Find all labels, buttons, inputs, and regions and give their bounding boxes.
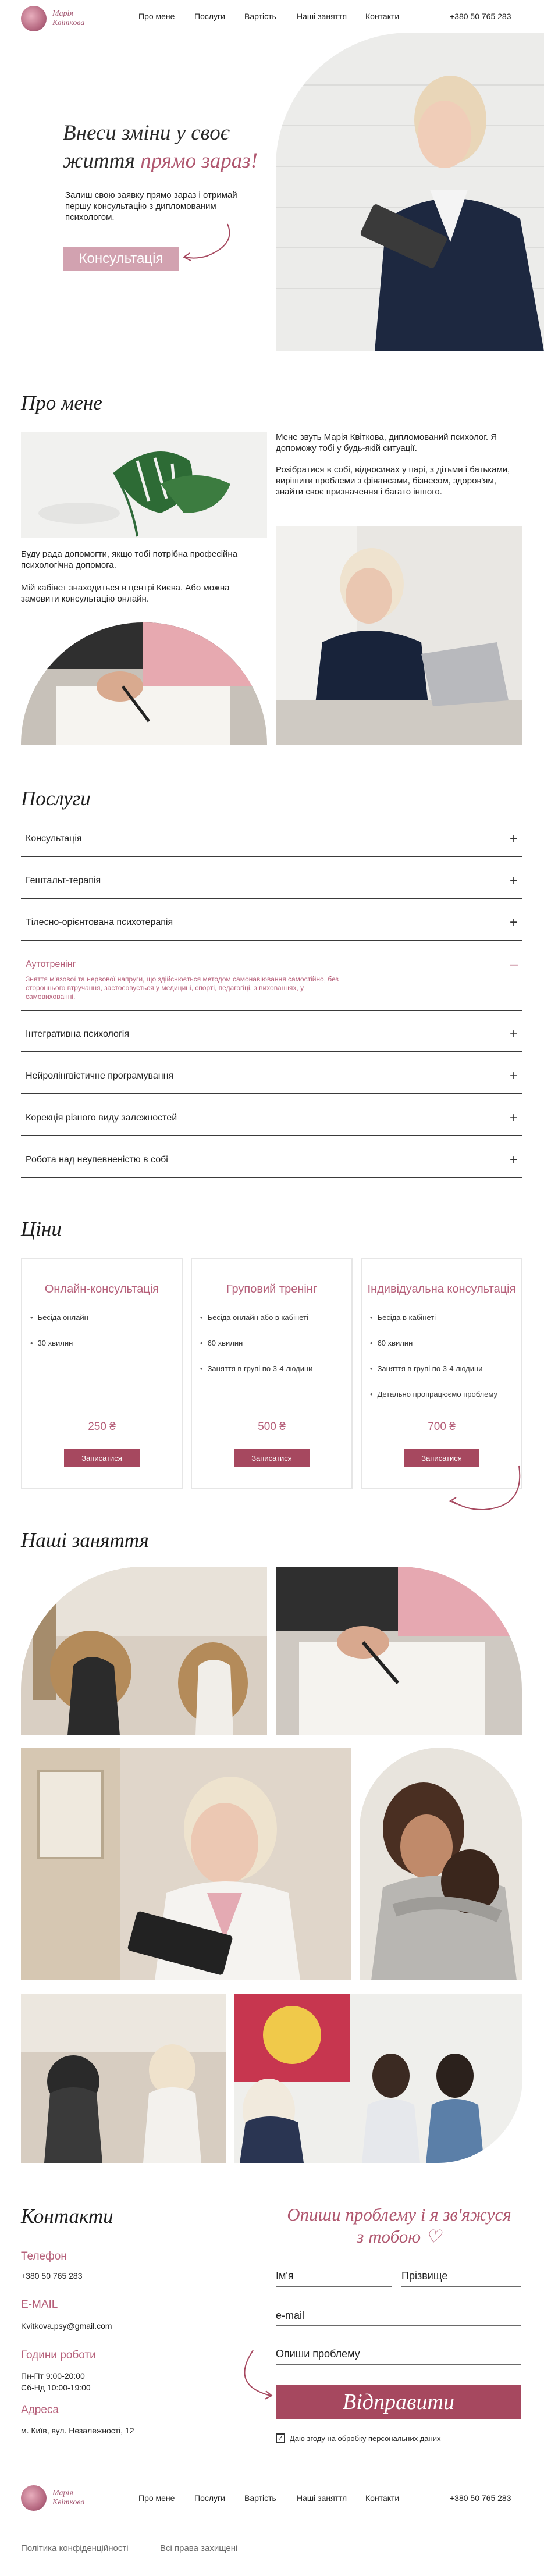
gallery-photo-session bbox=[21, 1567, 267, 1735]
header-logo[interactable] bbox=[21, 5, 102, 33]
gallery-photo-writing bbox=[276, 1567, 522, 1735]
service-item[interactable]: Консультація + bbox=[21, 822, 522, 857]
about-plant-photo bbox=[21, 432, 267, 538]
price-card-individual: Індивідуальна консультація • Бесіда в кабінеті • 60 хвилин • Заняття в групі по 3-4 людини • Детально пропрацюємо проблему 700 ₴ Записатися bbox=[361, 1258, 522, 1489]
nav-classes[interactable]: Наші заняття bbox=[297, 2493, 347, 2503]
about-help: Розібратися в собі, відносинах у парі, з дітьми і батьками, вирішити проблеми з фінансами, бізнесом, здоров'ям, знайти своє призначення і багато іншого. bbox=[276, 465, 510, 497]
contacts-heading: Контакти bbox=[21, 2205, 113, 2228]
service-item[interactable]: Нейролінгвістичне програмування + bbox=[21, 1059, 522, 1094]
services-heading: Послуги bbox=[21, 787, 91, 810]
hero-subtitle: Залиш свою заявку прямо зараз і отримай першу консультацію з дипломованим психологом. bbox=[65, 190, 237, 222]
price-amount: 500 ₴ bbox=[258, 1421, 286, 1433]
send-button[interactable]: Відправити bbox=[276, 2385, 521, 2419]
classes-heading: Наші заняття bbox=[21, 1529, 149, 1552]
consent-label: Даю згоду на обробку персональних даних bbox=[290, 2434, 441, 2443]
plus-icon: + bbox=[509, 1026, 518, 1042]
signup-button[interactable]: Записатися bbox=[404, 1449, 479, 1467]
about-glad: Буду рада допомогти, якщо тобі потрібна професійна психологічна допомога. bbox=[21, 549, 238, 570]
consultation-button[interactable]: Консультація bbox=[63, 247, 179, 271]
hero-title: Внеси зміни у своє життя прямо зараз! bbox=[63, 121, 258, 173]
address-value: м. Київ, вул. Незалежності, 12 bbox=[21, 2426, 134, 2435]
logo-icon bbox=[21, 2485, 47, 2511]
prices-arrow-decoration bbox=[438, 1460, 525, 1518]
signup-button[interactable]: Записатися bbox=[64, 1449, 140, 1467]
email-input[interactable]: e-mail bbox=[276, 2310, 521, 2326]
about-writing-photo bbox=[21, 622, 267, 745]
nav-about[interactable]: Про мене bbox=[138, 2493, 175, 2503]
nav-classes[interactable]: Наші заняття bbox=[297, 12, 347, 21]
nav-prices[interactable]: Вартість bbox=[244, 2493, 276, 2503]
nav-services[interactable]: Послуги bbox=[194, 12, 225, 21]
email-label: E-MAIL bbox=[21, 2299, 58, 2311]
hours-label: Години роботи bbox=[21, 2349, 96, 2361]
form-title: Опиши проблему і я зв'яжуся з тобою ♡ bbox=[287, 2204, 511, 2247]
price-card-online: Онлайн-консультація • Бесіда онлайн • 30 хвилин 250 ₴ Записатися bbox=[21, 1258, 183, 1489]
plus-icon: + bbox=[509, 915, 518, 930]
service-description: Зняття м'язової та нервової напруги, що здійснюється методом самонавіювання самостійно, без стороннього втручання, застосовується у медицині, спорті, педагогіці, з вихованнях, у самовихованні. bbox=[26, 975, 339, 1001]
plus-icon: + bbox=[509, 1068, 518, 1084]
email-value[interactable]: Kvitkova.psy@gmail.com bbox=[21, 2321, 112, 2331]
logo-text: Марія Квіткова bbox=[52, 9, 85, 27]
nav-prices[interactable]: Вартість bbox=[244, 12, 276, 21]
price-amount: 250 ₴ bbox=[88, 1421, 116, 1433]
address-label: Адреса bbox=[21, 2404, 59, 2416]
service-item[interactable]: Корекція різного виду залежностей + bbox=[21, 1101, 522, 1136]
logo-text: Марія Квіткова bbox=[52, 2489, 85, 2507]
about-intro: Мене звуть Марія Квіткова, дипломований психолог. Я допоможу тобі у будь-якій ситуації. bbox=[276, 432, 497, 453]
gallery-photo-notes bbox=[21, 1748, 351, 1980]
consent-checkbox[interactable]: ✓ bbox=[276, 2433, 285, 2443]
phone-label: Телефон bbox=[21, 2250, 67, 2262]
service-item[interactable]: Інтегративна психологія + bbox=[21, 1017, 522, 1052]
prices-heading: Ціни bbox=[21, 1218, 62, 1240]
service-item-open[interactable]: Аутотренінг – Зняття м'язової та нервової напруги, що здійснюється методом самонавіювання самостійно, без стороннього втручання, застосовується у медицині, спорті, педагогіці, з вихованнях, у самовихованні. bbox=[21, 948, 522, 1011]
hours-weekend: Сб-Нд 10:00-19:00 bbox=[21, 2383, 91, 2392]
name-input[interactable]: Ім'я bbox=[276, 2270, 392, 2287]
rights-text: Всі права захищені bbox=[160, 2543, 238, 2553]
footer-phone[interactable]: +380 50 765 283 bbox=[450, 2493, 511, 2503]
signup-button[interactable]: Записатися bbox=[234, 1449, 310, 1467]
minus-icon: – bbox=[510, 956, 518, 972]
price-card-group: Груповий тренінг • Бесіда онлайн або в кабінеті • 60 хвилин • Заняття в групі по 3-4 людини 500 ₴ Записатися bbox=[191, 1258, 353, 1489]
problem-input[interactable]: Опиши проблему bbox=[276, 2348, 521, 2365]
about-office: Мій кабінет знаходиться в центрі Києва. Або можна замовити консультацію онлайн. bbox=[21, 583, 230, 604]
logo-icon bbox=[21, 6, 47, 31]
hero-photo bbox=[276, 33, 544, 351]
surname-input[interactable]: Прізвище bbox=[401, 2270, 521, 2287]
nav-services[interactable]: Послуги bbox=[194, 2493, 225, 2503]
phone-value[interactable]: +380 50 765 283 bbox=[21, 2271, 83, 2280]
nav-contacts[interactable]: Контакти bbox=[365, 12, 400, 21]
plus-icon: + bbox=[509, 1110, 518, 1126]
plus-icon: + bbox=[509, 1152, 518, 1168]
service-item[interactable]: Робота над неупевненістю в собі + bbox=[21, 1143, 522, 1178]
gallery-photo-couple bbox=[234, 1994, 522, 2163]
service-item[interactable]: Гештальт-терапія + bbox=[21, 864, 522, 899]
hero-arrow-decoration bbox=[172, 221, 242, 265]
about-laptop-photo bbox=[276, 526, 522, 745]
price-amount: 700 ₴ bbox=[428, 1421, 456, 1433]
nav-about[interactable]: Про мене bbox=[138, 12, 175, 21]
hours-weekdays: Пн-Пт 9:00-20:00 bbox=[21, 2371, 85, 2381]
gallery-photo-group bbox=[21, 1994, 226, 2163]
header-phone[interactable]: +380 50 765 283 bbox=[450, 12, 511, 21]
about-heading: Про мене bbox=[21, 392, 102, 414]
service-item[interactable]: Тілесно-орієнтована психотерапія + bbox=[21, 906, 522, 941]
gallery-photo-hug bbox=[360, 1748, 522, 1980]
plus-icon: + bbox=[509, 873, 518, 888]
privacy-link[interactable]: Політика конфіденційності bbox=[21, 2543, 129, 2553]
nav-contacts[interactable]: Контакти bbox=[365, 2493, 400, 2503]
footer-logo[interactable] bbox=[21, 2484, 102, 2512]
plus-icon: + bbox=[509, 831, 518, 846]
